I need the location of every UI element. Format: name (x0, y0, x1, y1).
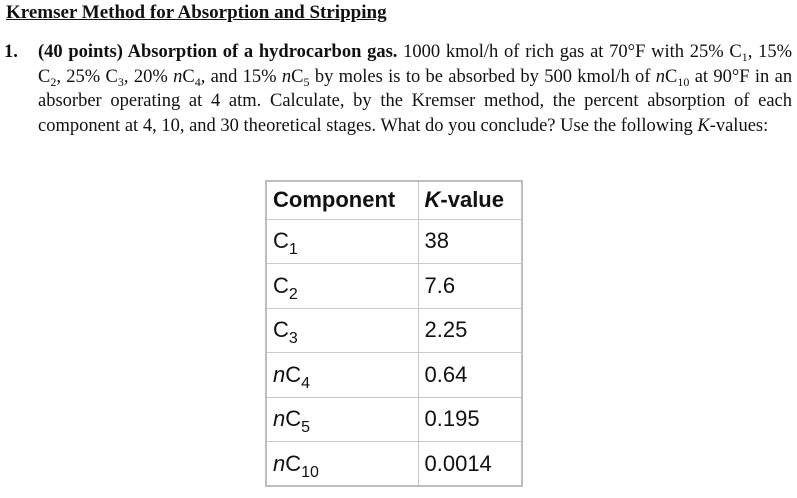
composition-nc5: 15% (242, 66, 277, 87)
problem-heading: (40 points) Absorption of a hydrocarbon gas. (38, 42, 398, 62)
table-body (266, 219, 522, 486)
composition-c2: 15% (758, 42, 792, 62)
component-cell (266, 264, 418, 309)
table-row (266, 308, 522, 353)
component-base: C (273, 272, 289, 298)
page-title: Kremser Method for Absorption and Stripping (6, 2, 387, 23)
header-k-letter: K (424, 187, 441, 213)
component-subscript: 3 (288, 330, 298, 348)
problem-number: 1. (4, 42, 18, 62)
component-base: C (285, 361, 302, 387)
k-value-cell: 7.6 (418, 264, 522, 309)
table-row (266, 353, 522, 398)
component-base: C (273, 228, 289, 254)
component-base: C (273, 317, 289, 343)
component-subscript: 10 (301, 463, 319, 481)
oil-flow: 500 kmol/h (544, 66, 630, 87)
component-cell (266, 353, 418, 398)
component-base: C (285, 406, 302, 432)
component-subscript: 2 (288, 285, 298, 303)
stages-1: 4 (142, 116, 153, 137)
header-component: Component (266, 181, 418, 219)
composition-c3: 25% (66, 66, 101, 87)
component-cell (266, 397, 418, 442)
stages-2: 10 (161, 116, 180, 137)
pressure: 4 atm (210, 91, 257, 112)
composition-nc4: 20% (133, 66, 168, 87)
k-value-cell: 38 (418, 219, 522, 264)
table-row (266, 442, 522, 487)
stages-3: 30 (220, 116, 239, 137)
component-prefix: n (273, 450, 286, 476)
k-value-cell: 0.64 (418, 353, 522, 398)
composition-c1: 25% (689, 42, 724, 62)
component-subscript: 5 (301, 419, 311, 437)
problem-statement (4, 40, 792, 139)
table-row (266, 397, 522, 442)
gas-flow: 1000 kmol/h (403, 42, 499, 62)
k-value-cell: 0.195 (418, 397, 522, 442)
problem-text: (40 points) Absorption of a hydrocarbon gas. 1000 kmol/h of rich gas at 70°F with 25% $C_1$, 15% $C_2$, 25% $C_3$, 20% $nC_4$, and 15% $nC_5$ by moles is to be absorbed by 500 kmol/h of $nC_{10}$ at 90°F in an absorber operating at 4 atm. Calculate, by the Kremser method, the percent absorption of each component at 4, 10, and 30 theoretical stages. What do you conclude? Use the following K-values: (38, 42, 793, 137)
component-subscript: 4 (301, 374, 311, 392)
component-prefix: n (273, 361, 286, 387)
table-row (266, 264, 522, 309)
component-subscript: 1 (288, 241, 298, 259)
component-cell (266, 219, 418, 264)
gas-temp: 70°F (609, 42, 646, 62)
table-header-row (266, 181, 522, 219)
oil-temp: 90°F (713, 66, 750, 87)
k-value-cell: 2.25 (418, 308, 522, 353)
table-row (266, 219, 522, 264)
component-cell (266, 442, 418, 487)
header-k-value (418, 181, 522, 219)
component-cell (266, 308, 418, 353)
k-value-table (265, 180, 523, 487)
component-prefix: n (273, 406, 286, 432)
component-base: C (285, 450, 302, 476)
k-value-cell: 0.0014 (418, 442, 522, 487)
header-k-suffix: -value (440, 187, 504, 213)
